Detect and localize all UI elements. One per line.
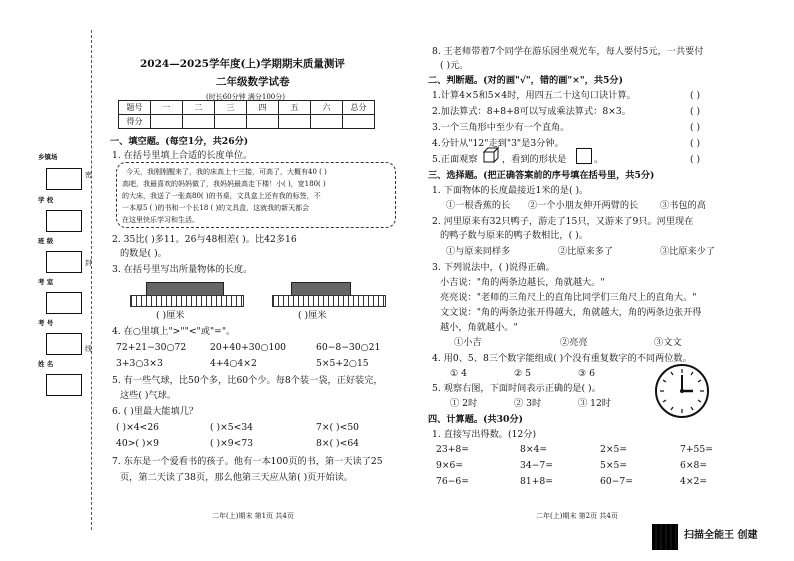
- score-input[interactable]: [247, 115, 279, 129]
- judge-item: 1.计算4×5和5×4时，用四五二十这句口诀计算。: [432, 90, 636, 101]
- question-5-cont: 这些( )气球。: [120, 390, 177, 401]
- choice-option[interactable]: ②亮亮: [560, 337, 588, 348]
- choice-option[interactable]: ③ 6: [578, 368, 596, 379]
- scanner-watermark: 扫描全能王 创建: [684, 530, 758, 541]
- question-1: 1. 在括号里填上合适的长度单位。: [112, 150, 253, 161]
- page-subtitle: 二年级数学试卷: [216, 76, 290, 88]
- ruler-2: [272, 295, 386, 307]
- choice-question-2: 2. 河里原来有32只鸭子，游走了15只，又游来了9只。河里现在: [432, 216, 694, 227]
- fill-item[interactable]: 8×( )<64: [316, 438, 360, 449]
- calc-item[interactable]: 8×4=: [520, 444, 548, 455]
- judge-blank[interactable]: ( ): [690, 90, 701, 101]
- clock-icon: [655, 364, 709, 418]
- square-icon: [576, 148, 592, 164]
- section-2-heading: 二、判断题。(对的画"√"，错的画"×"，共5分): [428, 75, 623, 86]
- statement-line: 小吉说："角的两条边越长，角就越大。": [440, 277, 605, 288]
- statement-line: 亮亮说："老师的三角尺上的直角比同学们三角尺上的直角大。": [440, 292, 697, 303]
- choice-option[interactable]: ①小吉: [454, 337, 482, 348]
- calc-item[interactable]: 34−7=: [520, 460, 553, 471]
- calc-item[interactable]: 23+8=: [436, 444, 469, 455]
- score-cell: 三: [215, 101, 247, 115]
- question-5: 5. 有一些气球，比50个多，比60个少。每8个装一袋，正好装完，: [112, 375, 383, 386]
- question-8: 8. 王老师带着7个同学在游乐园坐观光车，每人要付5元，一共要付: [432, 46, 704, 57]
- choice-question-2-cont: 的鸭子数与原来的鸭子数相比，( )。: [440, 230, 588, 241]
- question-7-cont: 页，第二天读了38页，那么他第三天应从第( )页开始读。: [120, 472, 354, 483]
- score-input[interactable]: [311, 115, 343, 129]
- calc-item[interactable]: 6×8=: [680, 460, 708, 471]
- clock-face: [657, 366, 707, 416]
- compare-item[interactable]: 4+4○4×2: [210, 358, 257, 369]
- score-table: [118, 100, 375, 129]
- answer-blank-2[interactable]: ( )厘米: [298, 310, 327, 321]
- calc-item[interactable]: 2×5=: [600, 444, 628, 455]
- exam-number-field[interactable]: [46, 333, 82, 355]
- judge-blank[interactable]: ( ): [690, 106, 701, 117]
- calc-item[interactable]: 7+55=: [680, 444, 713, 455]
- choice-option[interactable]: ③ 12时: [578, 398, 611, 409]
- question-2: 2. 35比( )多11。26与48相差( )。比42多16: [112, 234, 297, 245]
- section-3-heading: 三、选择题。(把正确答案前的序号填在括号里，共5分): [428, 170, 655, 181]
- answer-blank-1[interactable]: ( )厘米: [156, 310, 185, 321]
- judge-item: 5.正面观察: [432, 154, 478, 165]
- judge-item-end: 。: [594, 154, 604, 165]
- sidebar-label-school: 学 校: [38, 196, 54, 204]
- school-field[interactable]: [46, 210, 82, 232]
- judge-blank[interactable]: ( ): [690, 154, 701, 165]
- binding-line: [91, 30, 92, 530]
- score-cell: 总分: [343, 101, 375, 115]
- binding-mark-feng: 封: [85, 259, 92, 267]
- story-line: 高吧，我最喜欢的妈妈做了，我妈妈最高走下楼！小( )，宽180( ): [122, 180, 326, 188]
- question-6: 6. ( )里最大能填几？: [112, 406, 199, 417]
- statement-line: 越小，角就越小。": [440, 322, 518, 333]
- question-8-cont: ( )元。: [440, 60, 469, 71]
- calc-item[interactable]: 4×2=: [680, 476, 708, 487]
- room-field[interactable]: [46, 292, 82, 314]
- choice-option[interactable]: ②一个小朋友伸开两臂的长: [528, 200, 639, 211]
- score-cell: 二: [183, 101, 215, 115]
- calc-item[interactable]: 9×6=: [436, 460, 464, 471]
- choice-option[interactable]: ② 5: [514, 368, 532, 379]
- score-input[interactable]: [151, 115, 183, 129]
- measured-object-2: [291, 282, 351, 296]
- fill-item[interactable]: ( )×9<73: [210, 438, 254, 449]
- page-footer-right: 二年(上)期末 第2页 共4页: [536, 512, 618, 520]
- choice-option[interactable]: ①与原来同样多: [446, 246, 511, 257]
- judge-item-cont: ，看到的形状是: [502, 154, 567, 165]
- town-field[interactable]: [46, 168, 82, 190]
- score-input[interactable]: [279, 115, 311, 129]
- fill-item[interactable]: 7×( )<50: [316, 422, 360, 433]
- choice-option[interactable]: ③比原来少了: [660, 246, 716, 257]
- fill-item[interactable]: ( )×5<34: [210, 422, 254, 433]
- score-input[interactable]: [343, 115, 375, 129]
- ruler-1: [130, 295, 244, 307]
- cube-icon: [482, 146, 500, 164]
- score-cell: 一: [151, 101, 183, 115]
- score-cell: 题号: [119, 101, 151, 115]
- score-input[interactable]: [183, 115, 215, 129]
- story-line: 今天，我刚刚醒来了，我的床高上十三接，可高了，大概有40 ( ): [126, 168, 327, 176]
- compare-item[interactable]: 20+40+30○100: [210, 342, 287, 353]
- sidebar-label-number: 考 号: [38, 319, 54, 327]
- choice-question-5: 5. 观察右图，下面时间表示正确的是( )。: [432, 383, 601, 394]
- score-cell: 五: [279, 101, 311, 115]
- story-line: 的大床，我送了一张高80( )的书桌，文具盒上还有我的标签，不: [122, 192, 321, 200]
- score-cell: 六: [311, 101, 343, 115]
- question-2-cont: 的数是( )。: [120, 248, 167, 259]
- question-7: 7. 东东是一个爱看书的孩子。他有一本100页的书，第一天读了25: [112, 456, 383, 467]
- page-title: 2024—2025学年度(上)学期期末质量测评: [140, 58, 345, 70]
- judge-item: 4.分针从"12"走到"3"是3分钟。: [432, 138, 564, 149]
- statement-line: 文文说："角的两条边张开得越大，角就越大，角的两条边张开得: [440, 307, 702, 318]
- page-footer-left: 二年(上)期末 第1页 共4页: [212, 512, 294, 520]
- calc-item[interactable]: 5×5=: [600, 460, 628, 471]
- name-field[interactable]: [46, 374, 82, 396]
- sidebar-label-room: 考 室: [38, 278, 54, 286]
- judge-item: 2.加法算式：8+8+8可以写成乘法算式：8×3。: [432, 106, 631, 117]
- judge-item: 3.一个三角形中至少有一个直角。: [432, 122, 570, 133]
- compare-item[interactable]: 72+21−30○72: [116, 342, 187, 353]
- choice-option[interactable]: ②比原来多了: [558, 246, 614, 257]
- sidebar-label-name: 姓 名: [38, 360, 54, 368]
- choice-option[interactable]: ② 3时: [514, 398, 542, 409]
- story-line: 在这里快乐学习和生活。: [122, 216, 199, 224]
- qr-code-icon: [652, 524, 678, 550]
- calc-item[interactable]: 60−7=: [600, 476, 633, 487]
- judge-blank[interactable]: ( ): [690, 138, 701, 149]
- binding-mark-xian: 线: [85, 345, 92, 353]
- score-table-score-row: [119, 115, 375, 129]
- measured-object-1: [146, 282, 224, 296]
- compare-item[interactable]: 3+3○3×3: [116, 358, 163, 369]
- class-field[interactable]: [46, 251, 82, 273]
- calc-item[interactable]: 76−6=: [436, 476, 469, 487]
- judge-blank[interactable]: ( ): [690, 122, 701, 133]
- choice-question-4: 4. 用0、5、8三个数字能组成( )个没有重复数字的不同两位数。: [432, 353, 692, 364]
- score-cell: 得分: [119, 115, 151, 129]
- score-cell: 四: [247, 101, 279, 115]
- section-4-heading: 四、计算题。(共30分): [428, 414, 523, 425]
- score-input[interactable]: [215, 115, 247, 129]
- compare-item[interactable]: 5×5+2○15: [316, 358, 369, 369]
- binding-mark-mi: 密: [85, 171, 92, 179]
- calc-item[interactable]: 81+8=: [520, 476, 553, 487]
- calc-question-1: 1. 直接写出得数。(12分): [432, 429, 537, 440]
- choice-option[interactable]: ① 4: [450, 368, 468, 379]
- sidebar-label-town: 乡镇场: [38, 153, 58, 161]
- fill-item[interactable]: ( )×4<26: [116, 422, 160, 433]
- compare-item[interactable]: 60−8−30○21: [316, 342, 381, 353]
- choice-option[interactable]: ① 2时: [450, 398, 478, 409]
- story-line: 一本厚5 ( )的书和一个长18 ( )的文具盒，这就我的新天都会: [122, 204, 310, 212]
- choice-option[interactable]: ①一根香蕉的长: [446, 200, 511, 211]
- choice-option[interactable]: ③文文: [654, 337, 682, 348]
- choice-option[interactable]: ③书包的高: [660, 200, 706, 211]
- choice-question-3: 3. 下列说法中，( )说得正确。: [432, 262, 555, 273]
- section-1-heading: 一、填空题。(每空1分，共26分): [110, 136, 249, 147]
- fill-item[interactable]: 40>( )×9: [116, 438, 160, 449]
- question-3: 3. 在括号里写出所量物体的长度。: [112, 264, 253, 275]
- score-table-header-row: [119, 101, 375, 115]
- choice-question-1: 1. 下面物体的长度最接近1米的是( )。: [432, 185, 589, 196]
- sidebar-label-class: 班 级: [38, 237, 54, 245]
- time-note: (时长60分钟 满分100分): [206, 93, 285, 101]
- question-4: 4. 在○里填上">""<"或"="。: [112, 326, 236, 337]
